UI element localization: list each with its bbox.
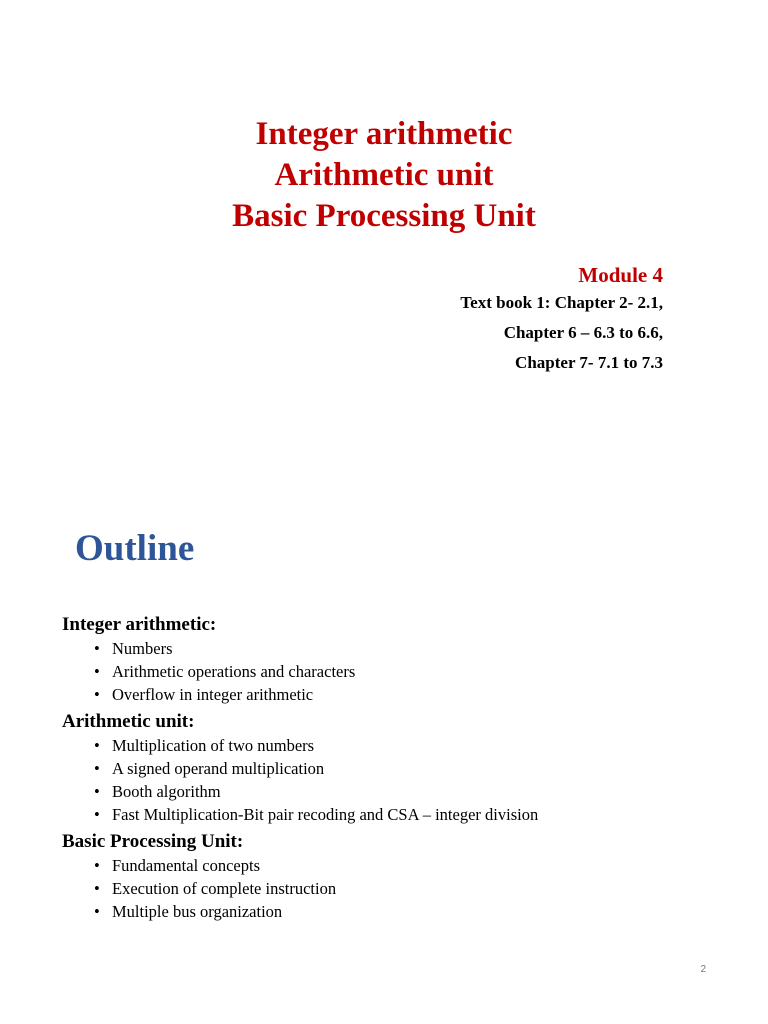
- list-item: [94, 734, 752, 757]
- list-item-text: Numbers: [112, 639, 173, 658]
- section-heading: Basic Processing Unit:: [62, 831, 244, 852]
- list-item: [94, 854, 752, 877]
- list-item-text: Execution of complete instruction: [112, 879, 337, 898]
- title-line-basic-processing-unit: Basic Processing Unit: [232, 198, 536, 234]
- module-label: Module 4: [578, 263, 663, 287]
- list-item: [94, 803, 752, 826]
- bullet-icon: •: [94, 639, 100, 658]
- list-item: [94, 900, 752, 923]
- outline-section-arithmetic-unit: [62, 709, 752, 826]
- title-line-integer-arithmetic: Integer arithmetic: [255, 116, 513, 152]
- list-item: [94, 757, 752, 780]
- list-item-text: Multiplication of two numbers: [112, 736, 315, 755]
- list-item: [94, 637, 752, 660]
- bullet-list: [62, 734, 752, 826]
- list-item-text: Arithmetic operations and characters: [112, 662, 356, 681]
- bullet-icon: •: [94, 856, 100, 875]
- section-heading: Integer arithmetic:: [62, 614, 217, 635]
- bullet-icon: •: [94, 805, 100, 824]
- bullet-icon: •: [94, 736, 100, 755]
- list-item-text: Fundamental concepts: [112, 856, 261, 875]
- bullet-list: [62, 854, 752, 923]
- list-item-text: Fast Multiplication-Bit pair recoding and CSA – integer division: [112, 805, 539, 824]
- bullet-icon: •: [94, 685, 100, 704]
- bullet-icon: •: [94, 879, 100, 898]
- outline-body: [62, 612, 752, 926]
- textbook-reference: Chapter 7- 7.1 to 7.3: [515, 353, 663, 372]
- bullet-icon: •: [94, 662, 100, 681]
- module-info: [460, 262, 663, 378]
- list-item-text: A signed operand multiplication: [112, 759, 325, 778]
- outline-section-integer-arithmetic: [62, 612, 752, 706]
- bullet-icon: •: [94, 902, 100, 921]
- list-item-text: Booth algorithm: [112, 782, 221, 801]
- list-item: [94, 683, 752, 706]
- bullet-icon: •: [94, 759, 100, 778]
- textbook-reference: Chapter 6 – 6.3 to 6.6,: [503, 323, 663, 342]
- outline-heading: Outline: [75, 528, 195, 569]
- title-line-arithmetic-unit: Arithmetic unit: [274, 157, 494, 193]
- list-item-text: Overflow in integer arithmetic: [112, 685, 314, 704]
- bullet-list: [62, 637, 752, 706]
- textbook-reference: Text book 1: Chapter 2- 2.1,: [460, 293, 663, 312]
- list-item: [94, 660, 752, 683]
- list-item: [94, 877, 752, 900]
- section-heading: Arithmetic unit:: [62, 711, 195, 732]
- title-block: [0, 114, 768, 237]
- outline-section-basic-processing-unit: [62, 829, 752, 923]
- bullet-icon: •: [94, 782, 100, 801]
- list-item: [94, 780, 752, 803]
- page-number: 2: [700, 964, 706, 975]
- list-item-text: Multiple bus organization: [112, 902, 283, 921]
